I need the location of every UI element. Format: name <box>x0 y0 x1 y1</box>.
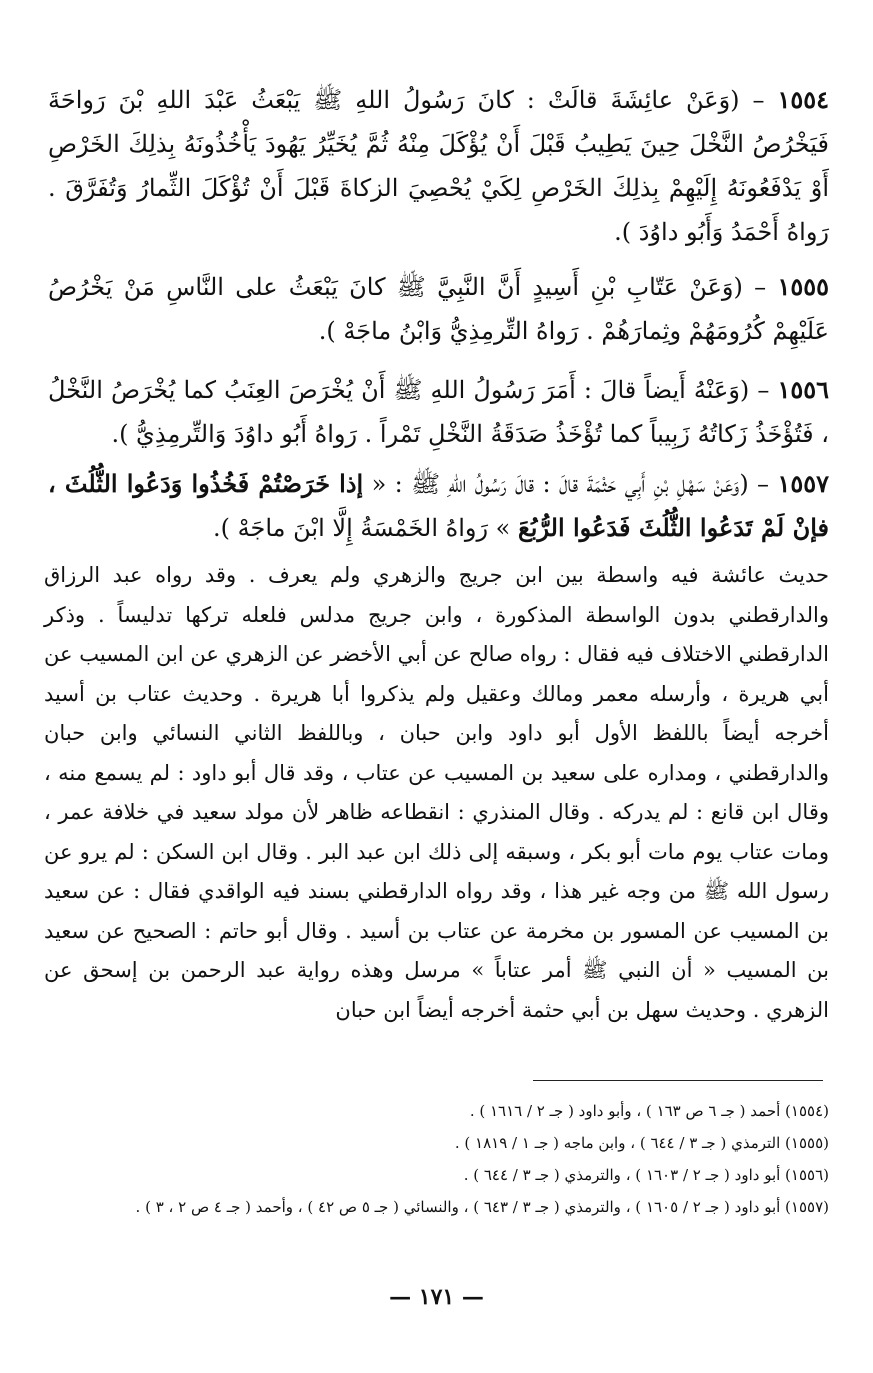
footnote-1556: (١٥٥٦) أبو داود ( جـ ٢ / ١٦٠٣ ) ، والترمذي ( جـ ٣ / ٦٤٤ ) . <box>463 1166 829 1184</box>
hadith-text: – (وَعَنْ عائِشَةَ قالَتْ : كانَ رَسُولُ اللهِ ﷺ يَبْعَثُ عَبْدَ اللهِ بْنَ رَواحَةَ فَيَخْرُصُ النَّخْلَ حِينَ يَطِيبُ قَبْلَ أَنْ يُؤْكَلَ مِنْهُ ثُمَّ يُخَيِّرُ يَهُودَ يَأْخُذُونَهُ بِذلِكَ الخَرْصِ أَوْ يَدْفَعُونَهُ إِلَيْهِمْ بِذلِكَ الخَرْصِ لِكَيْ يُحْصِيَ الزكاةَ قَبْلَ أَنْ تُؤْكَلَ الثِّمارُ وَتُفَرَّقَ . رَواهُ أَحْمَدُ وَأَبُو داوُدَ ). <box>48 86 829 246</box>
footnote-1554: (١٥٥٤) أحمد ( جـ ٦ ص ١٦٣ ) ، وأبو داود ( جـ ٢ / ١٦١٦ ) . <box>469 1102 829 1120</box>
footnote-1555: (١٥٥٥) الترمذي ( جـ ٣ / ٦٤٤ ) ، وابن ماجه ( جـ ١ / ١٨١٩ ) . <box>454 1134 829 1152</box>
hadith-number: ١٥٥٤ <box>777 85 829 114</box>
hadith-text: – (وَعَنْهُ أَيضاً قالَ : أَمَرَ رَسُولُ اللهِ ﷺ أَنْ يُخْرَصَ العِنَبُ كما يُخْرَصُ النَّخْلُ ، فَتُؤْخَذُ زَكاتُهُ زَبِيباً كما تُؤْخَذُ صَدَقَةُ النَّخْلِ تَمْراً . رَواهُ أَبُو داوُدَ وَالتِّرمِذِيُّ ). <box>48 376 829 448</box>
hadith-number: ١٥٥٦ <box>777 375 829 404</box>
hadith-number: ١٥٥٥ <box>777 272 829 301</box>
hadith-text: – (وَعَنْ سَهْلِ بْنِ أَبِي حَثْمَةَ قالَ : قالَ رَسُولُ اللهِ ﷺ : « <box>363 470 778 498</box>
commentary: حديث عائشة فيه واسطة بين ابن جريج والزهري ولم يعرف . وقد رواه عبد الرزاق والدارقطني بدون الواسطة المذكورة ، وابن جريج مدلس فلعله تركها تدليساً . وذكر الدارقطني الاختلاف فيه فقال : رواه صالح عن أبي الأخضر عن الزهري عن ابن المسيب عن أبي هريرة ، وأرسله معمر ومالك وعقيل ولم يذكروا أبا هريرة . وحديث عتاب بن أسيد أخرجه أيضاً باللفظ الأول أبو داود وابن حبان ، وباللفظ الثاني النسائي وابن حبان والدارقطني ، ومداره على سعيد بن المسيب عن عتاب ، وقد قال أبو داود : لم يسمع منه ، وقال ابن قانع : لم يدركه . وقال المنذري : انقطاعه ظاهر لأن مولد سعيد في خلافة عمر ، ومات عتاب يوم مات أبو بكر ، وسبقه إلى ذلك ابن عبد البر . وقال ابن السكن : لم يرو عن رسول الله ﷺ من وجه غير هذا ، وقد رواه الدارقطني بسند فيه الواقدي فقال : عن سعيد بن المسيب عن المسور بن مخرمة عن عتاب بن أسيد . وقال أبو حاتم : الصحيح عن سعيد بن المسيب « أن النبي ﷺ أمر عتاباً » مرسل وهذه رواية عبد الرحمن بن إسحق عن الزهري . وحديث سهل بن أبي حثمة أخرجه أيضاً ابن حبان <box>44 563 829 1022</box>
hadith-1554 <box>48 78 829 254</box>
hadith-1557 <box>48 462 829 550</box>
hadith-text: – (وَعَنْ عَتّابِ بْنِ أَسِيدٍ أَنَّ النَّبِيَّ ﷺ كانَ يَبْعَثُ على النَّاسِ مَنْ يَخْرُصُ عَلَيْهِمْ كُرُومَهُمْ وثِمارَهُمْ . رَواهُ التِّرمِذِيُّ وَابْنُ ماجَهْ ). <box>48 273 829 345</box>
hadith-number: ١٥٥٧ <box>777 469 829 498</box>
hadith-text-end: » رَواهُ الخَمْسَةُ إِلَّا ابْنَ ماجَهْ ). <box>213 514 518 542</box>
footnote-1557: (١٥٥٧) أبو داود ( جـ ٢ / ١٦٠٥ ) ، والترمذي ( جـ ٣ / ٦٤٣ ) ، والنسائي ( جـ ٥ ص ٤٢ ) ، وأحمد ( جـ ٤ ص ٢ ، ٣ ) . <box>135 1198 829 1216</box>
hadith-1555 <box>48 265 829 353</box>
footnote-divider <box>533 1080 823 1081</box>
hadith-quote: إذا خَرَصْتُمْ فَخُذُوا وَدَعُوا الثُّلُثَ ، فإنْ لَمْ تَدَعُوا الثُّلُثَ فَدَعُوا الرُّبُعَ <box>48 469 829 542</box>
hadith-1556 <box>48 368 829 456</box>
page-number: — ١٧١ — <box>389 1284 484 1310</box>
